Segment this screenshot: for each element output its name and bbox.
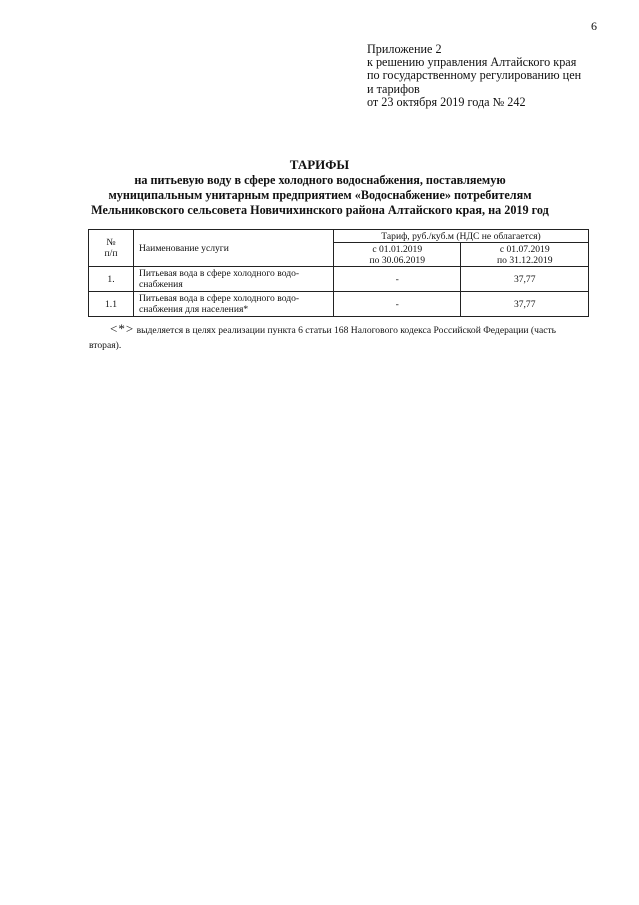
row-service	[134, 292, 334, 317]
period-line: по 31.12.2019	[496, 254, 553, 266]
row-period-2-value: 37,77	[461, 292, 589, 317]
service-line: снабжения для населения*	[139, 304, 249, 315]
subtitle-line: муниципальным унитарным предприятием «Водоснабжение» потребителям	[108, 187, 532, 202]
table-header-row	[89, 230, 589, 243]
table-row	[89, 267, 589, 292]
appendix-line: по государственному регулированию цен	[367, 68, 582, 83]
header-period-2	[461, 243, 589, 267]
table-row	[89, 292, 589, 317]
appendix-line: и тарифов	[367, 81, 420, 96]
document-title: ТАРИФЫ	[289, 157, 350, 172]
footnote	[89, 321, 610, 353]
row-period-2-value: 37,77	[461, 267, 589, 292]
appendix-line: Приложение 2	[367, 42, 442, 56]
document-subtitle	[0, 173, 639, 217]
header-period-1	[334, 243, 461, 267]
row-period-1-value: -	[334, 292, 461, 317]
footnote-mark: <*>	[110, 321, 135, 336]
period-line: с 01.07.2019	[499, 243, 550, 255]
service-line: Питьевая вода в сфере холодного водо-	[139, 293, 300, 304]
row-period-1-value: -	[334, 267, 461, 292]
row-service	[134, 267, 334, 292]
tariff-table	[88, 229, 589, 317]
subtitle-line: Мельниковского сельсовета Новичихинского района Алтайского края, на 2019 год	[91, 202, 549, 217]
subtitle-line: на питьевую воду в сфере холодного водоснабжения, поставляемую	[134, 173, 506, 187]
footnote-text: выделяется в целях реализации пункта 6 статьи 168 Налогового кодекса Российской Федерации (часть	[136, 325, 557, 336]
row-num: 1.	[89, 267, 134, 292]
page-number: 6	[591, 19, 597, 33]
period-line: с 01.01.2019	[372, 243, 423, 255]
row-num: 1.1	[89, 292, 134, 317]
period-line: по 30.06.2019	[369, 254, 425, 266]
appendix-line: к решению управления Алтайского края	[367, 55, 577, 70]
appendix-header	[367, 43, 581, 109]
service-line: Питьевая вода в сфере холодного водо-	[139, 268, 300, 279]
header-num-line: п/п	[104, 248, 118, 259]
header-tariff: Тариф, руб./куб.м (НДС не облагается)	[334, 230, 589, 243]
service-line: снабжения	[139, 279, 183, 290]
footnote-text-continued: вторая).	[89, 340, 122, 351]
header-num-line: №	[106, 237, 116, 248]
header-service: Наименование услуги	[134, 230, 334, 267]
appendix-line: от 23 октября 2019 года № 242	[367, 94, 526, 109]
header-num	[89, 230, 134, 267]
